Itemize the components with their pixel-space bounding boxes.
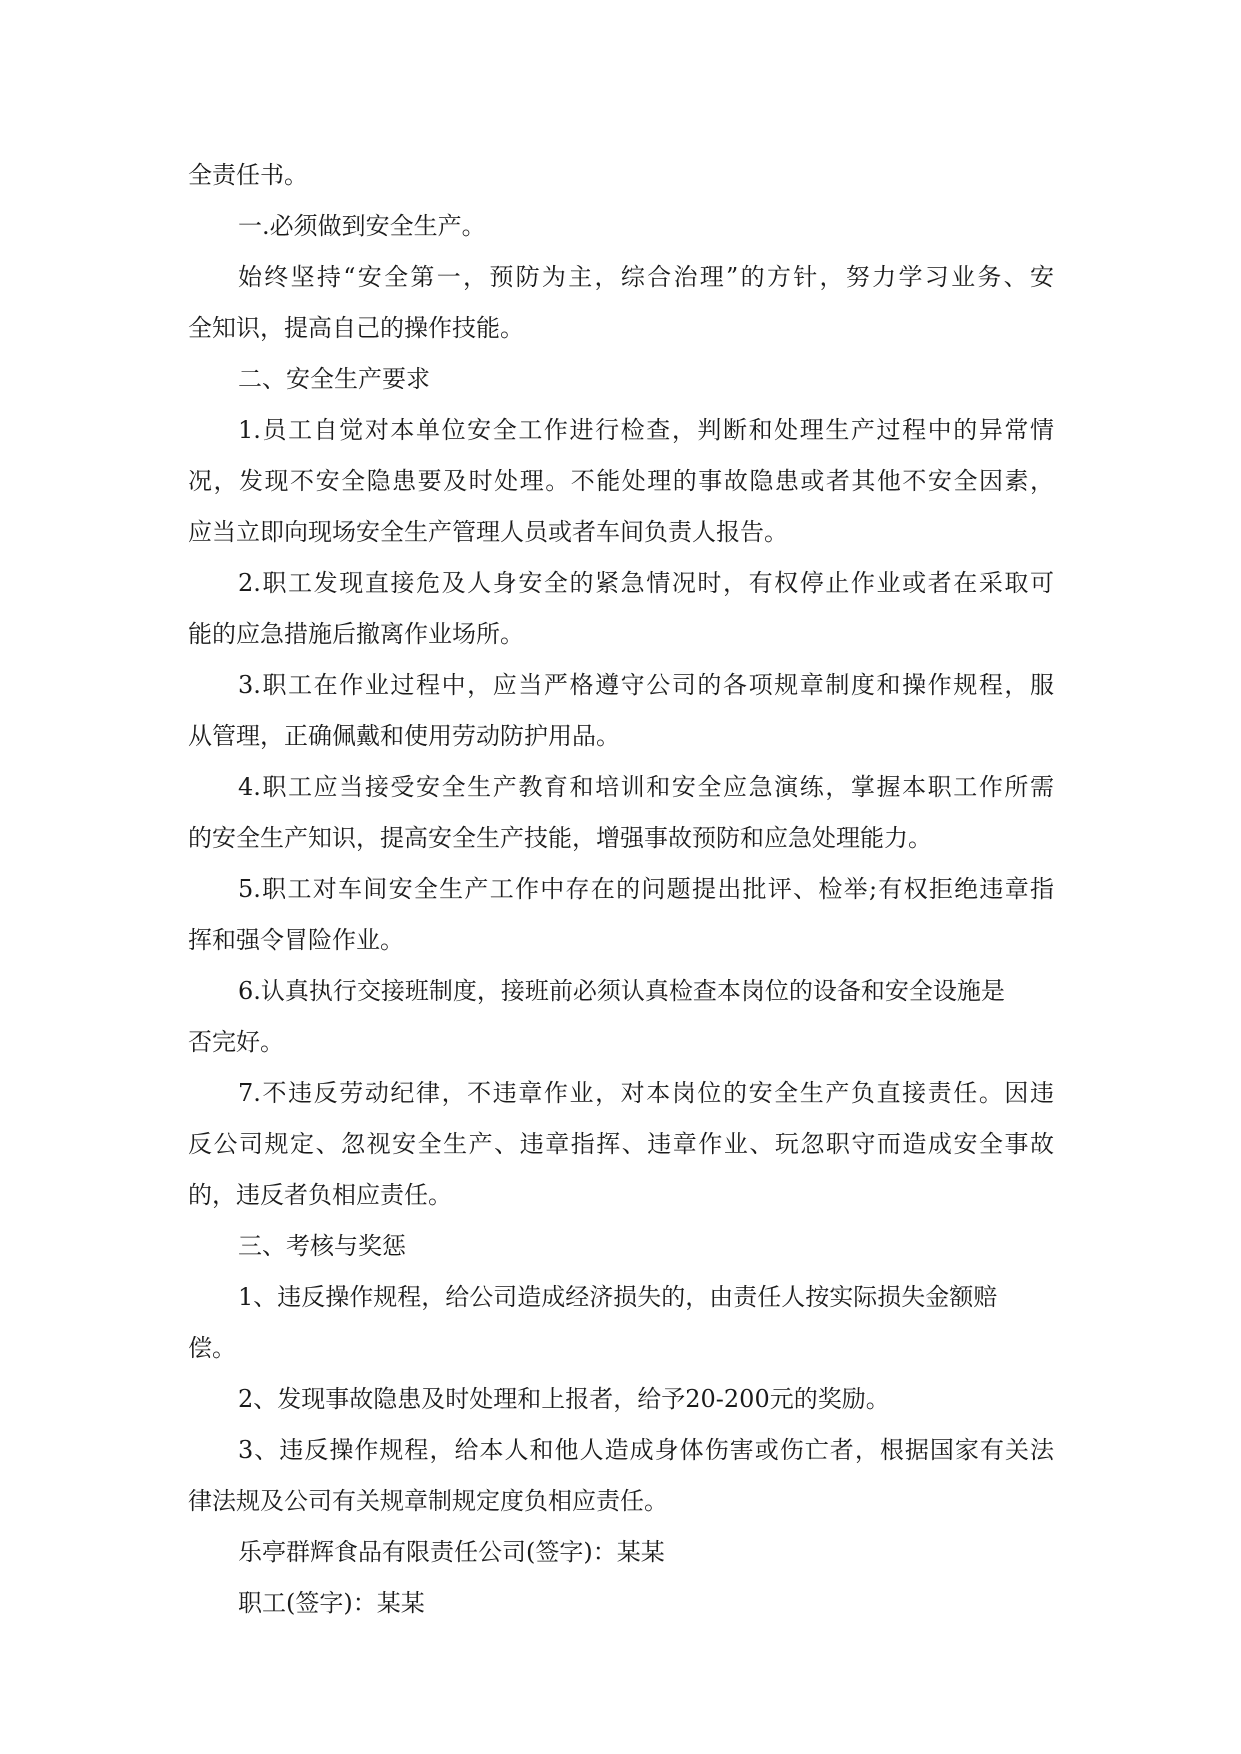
text-line: 三、考核与奖惩 xyxy=(238,1232,406,1260)
text-line: 反公司规定、忽视安全生产、违章指挥、违章作业、玩忽职守而造成安全事故 xyxy=(188,1130,1054,1158)
text-line: 始终坚持“安全第一，预防为主，综合治理”的方针，努力学习业务、安 xyxy=(238,263,1054,291)
text-line: 况，发现不安全隐患要及时处理。不能处理的事故隐患或者其他不安全因素， xyxy=(188,467,1054,495)
text-line: 3.职工在作业过程中，应当严格遵守公司的各项规章制度和操作规程，服 xyxy=(238,671,1054,699)
text-line: 6.认真执行交接班制度，接班前必须认真检查本岗位的设备和安全设施是 xyxy=(238,977,1005,1005)
document-page xyxy=(188,150,1054,1629)
text-line: 1.员工自觉对本单位安全工作进行检查，判断和处理生产过程中的异常情 xyxy=(238,416,1054,444)
text-line: 二、安全生产要求 xyxy=(238,365,430,393)
text-line: 否完好。 xyxy=(188,1028,284,1056)
text-line: 从管理，正确佩戴和使用劳动防护用品。 xyxy=(188,722,620,750)
text-line: 3、违反操作规程，给本人和他人造成身体伤害或伤亡者，根据国家有关法 xyxy=(238,1436,1054,1464)
text-line: 2.职工发现直接危及人身安全的紧急情况时，有权停止作业或者在采取可 xyxy=(238,569,1054,597)
text-line: 全知识，提高自己的操作技能。 xyxy=(188,314,524,342)
text-line: 5.职工对车间安全生产工作中存在的问题提出批评、检举;有权拒绝违章指 xyxy=(238,875,1054,903)
text-line: 的，违反者负相应责任。 xyxy=(188,1181,452,1209)
signature-employee: 职工(签字)：某某 xyxy=(238,1589,425,1617)
text-line: 7.不违反劳动纪律，不违章作业，对本岗位的安全生产负直接责任。因违 xyxy=(238,1079,1054,1107)
text-line: 的安全生产知识，提高安全生产技能，增强事故预防和应急处理能力。 xyxy=(188,824,932,852)
text-line: 全责任书。 xyxy=(188,161,308,189)
text-line: 2、发现事故隐患及时处理和上报者，给予20-200元的奖励。 xyxy=(238,1385,890,1413)
text-line: 律法规及公司有关规章制规定度负相应责任。 xyxy=(188,1487,668,1515)
text-line: 能的应急措施后撤离作业场所。 xyxy=(188,620,524,648)
text-line: 4.职工应当接受安全生产教育和培训和安全应急演练，掌握本职工作所需 xyxy=(238,773,1054,801)
text-line: 偿。 xyxy=(188,1334,236,1362)
text-line: 挥和强令冒险作业。 xyxy=(188,926,404,954)
text-line: 应当立即向现场安全生产管理人员或者车间负责人报告。 xyxy=(188,518,788,546)
text-line: 一.必须做到安全生产。 xyxy=(238,212,486,240)
signature-company: 乐亭群辉食品有限责任公司(签字)：某某 xyxy=(238,1538,665,1566)
text-line: 1、违反操作规程，给公司造成经济损失的，由责任人按实际损失金额赔 xyxy=(238,1283,998,1311)
